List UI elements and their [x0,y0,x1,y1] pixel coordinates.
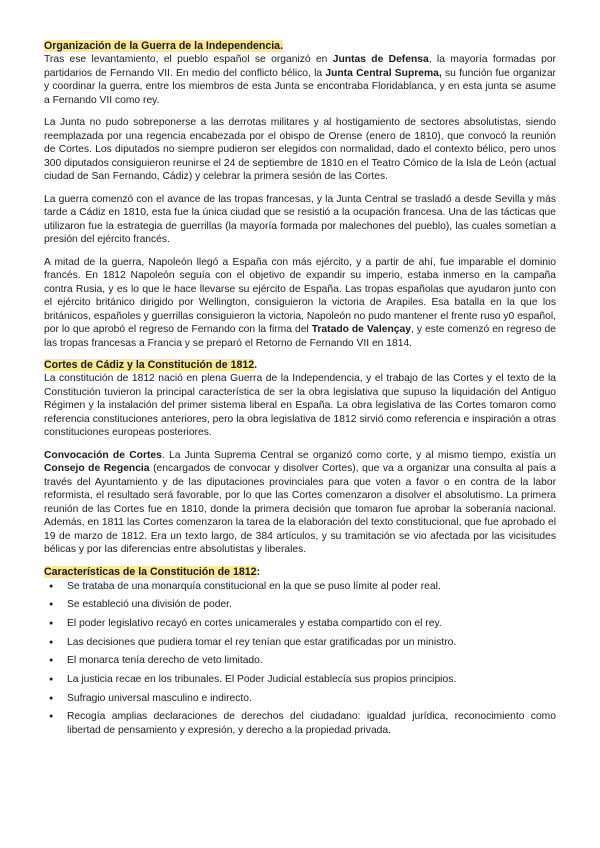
paragraph-cortes-1: La constitución de 1812 nació en plena Guerra de la Independencia, y el trabajo de las Cortes y el texto de la Constitución tuvieron la principal característica de ser la obra legislativa que supuso la liquidación del Antiguo Régimen y la instalación del primer sistema liberal en España. La obra legislativa de las Cortes tomaron como referencia constituciones anteriores, pero la obra legislativa de 1812 sirvió como referencia e inspiración a otras constituciones europeas posteriores. [44,373,556,438]
paragraph-cortes-2: Convocación de Cortes. La Junta Suprema Central se organizó como corte, y al mismo tiempo, existía un Consejo de Regencia (encargados de convocar y disolver Cortes), que va a organizar una consulta al país a través del Ayuntamiento y de las diputaciones provinciales para que voten a favor o en contra de la labor reformista, el resultado será favorable, por lo que las Cortes comenzaron a disolver el absolutismo. La primera reunión de las Cortes fue en 1810, donde la primera decisión que tomaron fue aprobar la soberanía nacional. Además, en 1811 las Cortes comenzaron la tarea de la elaboración del texto constitucional, que fue aprobado el 19 de marzo de 1812. Era un texto largo, de 384 artículos, y su tramitación se vio afectada por las vicisitudes bélicas y por las diferencias entre absolutistas y liberales. [44,449,556,555]
section-title-caracteristicas: Características de la Constitución de 1812: [44,565,261,578]
list-item: ● Se estableció una división de poder. [62,598,556,612]
paragraph-organizacion-3: La guerra comenzó con el avance de las tropas francesas, y la Junta Central se trasladó a desde Sevilla y más tarde a Cádiz en 1810, esta fue la única ciudad que se resistió a la ocupación francesa. Una de las tácticas que utilizaron fue la estrategia de guerrillas (la mayoría formada por malechones del pueblo), las cuales sometían a presión del ejército francés. [44,193,556,245]
paragraph-organizacion-2: La Junta no pudo sobreponerse a las derrotas militares y al hostigamiento de sectores absolutistas, siendo reemplazada por una regencia encabezada por el obispo de Orense (enero de 1810), que convocó la reunión de Cortes. Los diputados no siempre pudieron ser elegidos con normalidad, dado el contexto bélico, pero unos 300 diputados consiguieron reunirse el 24 de septiembre de 1810 en el Teatro Cómico de la Isla de León (actual ciudad de San Fernando, Cádiz) y celebrar la primera sesión de las Cortes. [44,117,556,182]
list-item: ● La justicia recae en los tribunales. El Poder Judicial establecía sus propios principios. [62,673,556,687]
list-item: ● Se trataba de una monarquía constitucional en la que se puso límite al poder real. [62,580,556,594]
paragraph-organizacion-1: Tras ese levantamiento, el pueblo español se organizó en Juntas de Defensa, la mayoría formadas por partidarios de Fernando VII. En medio del conflicto bélico, la Junta Central Suprema, su función fue organizar y coordinar la guerra, entre los miembros de esta Junta se encontraba Floridablanca, y en esta junta se asume a Fernando VII como rey. [44,54,556,106]
list-item: ● Recogía amplias declaraciones de derechos del ciudadano: igualdad jurídica, reconocimiento como libertad de pensamiento y expresión, y derecho a la propiedad privada. [62,710,556,737]
section-title-organizacion: Organización de la Guerra de la Independencia. [44,40,284,52]
list-item: ● Las decisiones que pudiera tomar el rey tenían que estar gratificadas por un ministro. [62,636,556,650]
list-item: ● El poder legislativo recayó en cortes unicamerales y estaba compartido con el rey. [62,617,556,631]
section-title-cortes: Cortes de Cádiz y la Constitución de 1812. [44,359,258,371]
paragraph-organizacion-4: A mitad de la guerra, Napoleón llegó a España con más ejército, y a partir de ahí, fue imparable el dominio francés. En 1812 Napoleón seguía con el objetivo de expandir su imperio, estaba inmerso en la campaña contra Rusia, y es lo que le hace llevarse su ejército de España. Las tropas españolas que ayudaron junto con el ejército británico dirigido por Wellington, consiguieron la victoria de Arapiles. Esa batalla en la que los británicos, españoles y guerrillas consiguieron la victoria, Napoleón no pudo mantener el frente ruso y0 español, por lo que aprobó el regreso de Fernando con la firma del Tratado de Valençay, y este comenzó en regreso de las tropas francesas a Francia y se preparó el Retorno de Fernando VII en 1814. [44,256,556,349]
characteristics-list [44,580,556,738]
list-item: ● El monarca tenía derecho de veto limitado. [62,654,556,668]
list-item: ● Sufragio universal masculino e indirecto. [62,692,556,706]
